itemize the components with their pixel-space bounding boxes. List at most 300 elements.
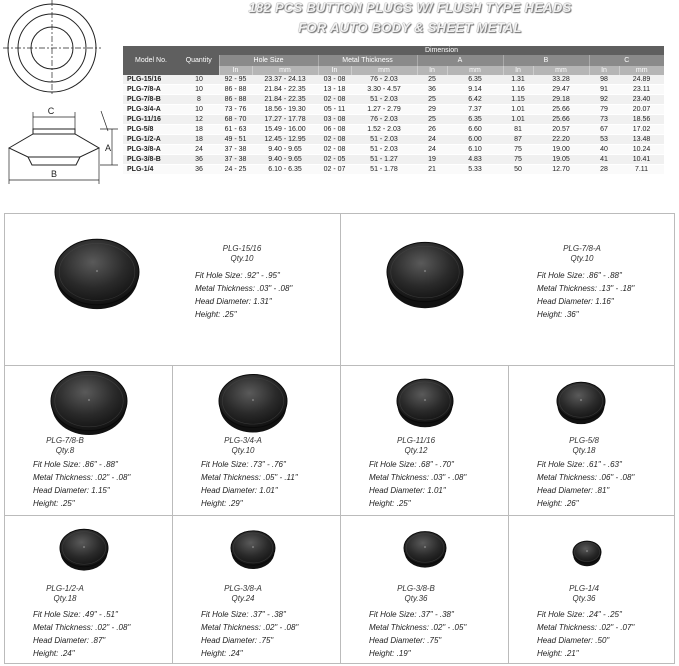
metal-thickness-line — [195, 282, 292, 295]
table-cell: 26 — [417, 125, 447, 135]
table-cell: 17.27 - 17.78 — [252, 115, 318, 125]
table-cell: 86 - 88 — [219, 85, 252, 95]
top-view — [3, 0, 101, 96]
table-cell: 18.56 - 19.30 — [252, 105, 318, 115]
table-cell: 21 — [417, 165, 447, 175]
table-cell: 05 - 11 — [318, 105, 351, 115]
head-diameter-label: Head Diameter: — [537, 297, 594, 306]
model-number: PLG-11/16 — [396, 436, 436, 445]
fit-hole-size-line — [537, 269, 634, 282]
model-cell: PLG-3/8-B — [123, 155, 179, 165]
head-diameter-value: .75" — [259, 636, 274, 645]
table-cell: 5.33 — [447, 165, 503, 175]
height-value: .24" — [228, 649, 243, 658]
height-value: .29" — [228, 499, 243, 508]
table-row — [123, 95, 664, 105]
table-row — [123, 115, 664, 125]
table-cell: 28 — [589, 165, 619, 175]
button-plug-image — [216, 366, 290, 447]
height-label: Height: — [537, 649, 563, 658]
unit-header: In — [219, 66, 252, 75]
table-cell: 29 — [417, 105, 447, 115]
table-cell: 51 - 1.27 — [351, 155, 417, 165]
metal-thickness-value: .06" - .08" — [599, 473, 635, 482]
table-cell: 25.66 — [533, 105, 589, 115]
spec-table — [123, 46, 664, 175]
head-diameter-line — [201, 484, 298, 497]
table-cell: 29.18 — [533, 95, 589, 105]
table-cell: 03 - 08 — [318, 75, 351, 85]
model-number: PLG-7/8-A — [563, 244, 601, 253]
product-card — [5, 366, 173, 516]
table-cell: 73 — [589, 115, 619, 125]
product-name-block — [187, 244, 297, 264]
table-cell: 02 - 05 — [318, 155, 351, 165]
metal-thickness-line — [33, 621, 130, 634]
head-diameter-label: Head Diameter: — [369, 486, 426, 495]
product-card — [509, 516, 674, 663]
table-cell: 02 - 08 — [318, 145, 351, 155]
header-quantity: Quantity — [179, 46, 219, 75]
table-cell: 79 — [589, 105, 619, 115]
metal-thickness-label: Metal Thickness: — [33, 473, 94, 482]
table-cell: 6.42 — [447, 95, 503, 105]
product-card — [173, 366, 341, 516]
head-diameter-line — [537, 484, 634, 497]
diagram-label-b: B — [50, 169, 58, 179]
height-line — [537, 497, 634, 510]
diagram-label-c: C — [47, 106, 55, 116]
table-cell: 53 — [589, 135, 619, 145]
product-name-block — [25, 584, 105, 604]
unit-header: In — [318, 66, 351, 75]
head-diameter-line — [369, 634, 466, 647]
table-cell: 1.01 — [503, 115, 533, 125]
model-number: PLG-3/4-A — [224, 436, 262, 445]
height-line — [369, 497, 466, 510]
table-cell: 61 - 63 — [219, 125, 252, 135]
table-cell: 18 — [179, 125, 219, 135]
table-cell: 20.07 — [619, 105, 664, 115]
table-cell: 22.20 — [533, 135, 589, 145]
table-cell: 37 - 38 — [219, 145, 252, 155]
table-cell: 6.35 — [447, 75, 503, 85]
metal-thickness-line — [537, 471, 634, 484]
table-cell: 75 — [503, 155, 533, 165]
fit-hole-size-value: .73" - .76" — [250, 460, 286, 469]
metal-thickness-label: Metal Thickness: — [537, 284, 598, 293]
table-cell: 1.01 — [503, 105, 533, 115]
head-diameter-line — [537, 295, 634, 308]
table-cell: 68 - 70 — [219, 115, 252, 125]
fit-hole-size-line — [537, 458, 634, 471]
model-number: PLG-7/8-B — [46, 436, 84, 445]
head-diameter-value: 1.31" — [253, 297, 272, 306]
head-diameter-value: .75" — [427, 636, 442, 645]
table-cell: 8 — [179, 95, 219, 105]
product-card — [341, 214, 674, 366]
table-cell: 33.28 — [533, 75, 589, 85]
head-diameter-line — [201, 634, 298, 647]
header-model: Model No. — [123, 46, 179, 75]
table-cell: 02 - 07 — [318, 165, 351, 175]
product-specs — [369, 608, 466, 660]
product-card — [173, 516, 341, 663]
table-row — [123, 135, 664, 145]
height-line — [195, 308, 292, 321]
model-cell: PLG-7/8-B — [123, 95, 179, 105]
table-cell: 19.00 — [533, 145, 589, 155]
product-card — [341, 366, 509, 516]
metal-thickness-value: .02" - .05" — [431, 623, 467, 632]
metal-thickness-line — [537, 621, 634, 634]
plug-dimension-diagram — [0, 0, 122, 192]
table-cell: 03 - 08 — [318, 115, 351, 125]
product-name-block — [529, 436, 639, 456]
fit-hole-size-label: Fit Hole Size: — [195, 271, 243, 280]
table-row — [123, 75, 664, 85]
product-specs — [537, 458, 634, 510]
head-diameter-line — [33, 634, 130, 647]
product-card — [509, 366, 674, 516]
button-plug-image — [384, 231, 466, 325]
metal-thickness-line — [369, 621, 466, 634]
table-cell: 9.14 — [447, 85, 503, 95]
height-line — [33, 647, 130, 660]
height-value: .25" — [60, 499, 75, 508]
model-number: PLG-15/16 — [222, 244, 262, 253]
head-diameter-label: Head Diameter: — [537, 636, 594, 645]
table-row — [123, 165, 664, 175]
header-b: B — [503, 55, 589, 66]
table-cell: 6.10 — [447, 145, 503, 155]
product-name-block — [193, 436, 293, 456]
table-cell: 17.02 — [619, 125, 664, 135]
table-cell: 18.56 — [619, 115, 664, 125]
unit-header: mm — [351, 66, 417, 75]
height-label: Height: — [33, 649, 59, 658]
quantity-label: Qty.36 — [404, 594, 428, 603]
table-cell: 19.05 — [533, 155, 589, 165]
table-cell: 02 - 08 — [318, 135, 351, 145]
table-cell: 91 — [589, 85, 619, 95]
height-label: Height: — [537, 310, 563, 319]
fit-hole-size-line — [369, 458, 466, 471]
button-plug-image — [570, 535, 604, 575]
table-cell: 50 — [503, 165, 533, 175]
head-diameter-line — [369, 484, 466, 497]
metal-thickness-line — [33, 471, 130, 484]
diagram-label-a: A — [104, 143, 112, 153]
table-cell: 51 - 2.03 — [351, 135, 417, 145]
table-cell: 6.35 — [447, 115, 503, 125]
table-cell: 36 — [179, 155, 219, 165]
table-cell: 25 — [417, 75, 447, 85]
unit-header: mm — [619, 66, 664, 75]
unit-header: In — [589, 66, 619, 75]
model-cell: PLG-1/4 — [123, 165, 179, 175]
model-number: PLG-3/8-B — [397, 584, 435, 593]
table-cell: 36 — [417, 85, 447, 95]
fit-hole-size-label: Fit Hole Size: — [537, 610, 585, 619]
product-name-block — [193, 584, 293, 604]
fit-hole-size-value: .68" - .70" — [418, 460, 454, 469]
head-diameter-line — [537, 634, 634, 647]
head-diameter-value: 1.01" — [259, 486, 278, 495]
table-cell: 24 — [179, 145, 219, 155]
head-diameter-value: .87" — [91, 636, 106, 645]
table-cell: 23.40 — [619, 95, 664, 105]
table-cell: 51 - 2.03 — [351, 145, 417, 155]
table-cell: 13 - 18 — [318, 85, 351, 95]
table-cell: 40 — [589, 145, 619, 155]
metal-thickness-label: Metal Thickness: — [537, 473, 598, 482]
side-view — [9, 111, 118, 184]
table-cell: 15.49 - 16.00 — [252, 125, 318, 135]
model-cell: PLG-15/16 — [123, 75, 179, 85]
head-diameter-value: .81" — [595, 486, 610, 495]
fit-hole-size-label: Fit Hole Size: — [33, 610, 81, 619]
table-cell: 24 — [417, 135, 447, 145]
table-cell: 20.57 — [533, 125, 589, 135]
fit-hole-size-label: Fit Hole Size: — [369, 610, 417, 619]
height-label: Height: — [369, 499, 395, 508]
quantity-label: Qty.18 — [572, 446, 596, 455]
table-cell: 24.89 — [619, 75, 664, 85]
height-value: .24" — [60, 649, 75, 658]
height-line — [537, 647, 634, 660]
table-cell: 92 - 95 — [219, 75, 252, 85]
metal-thickness-line — [537, 282, 634, 295]
height-label: Height: — [201, 649, 227, 658]
table-cell: 98 — [589, 75, 619, 85]
metal-thickness-value: .02" - .08" — [95, 473, 131, 482]
fit-hole-size-label: Fit Hole Size: — [537, 460, 585, 469]
head-diameter-label: Head Diameter: — [33, 486, 90, 495]
model-number: PLG-1/4 — [569, 584, 599, 593]
fit-hole-size-value: .86" - .88" — [82, 460, 118, 469]
fit-hole-size-value: .37" - .38" — [418, 610, 454, 619]
table-cell: 1.27 - 2.79 — [351, 105, 417, 115]
table-cell: 6.60 — [447, 125, 503, 135]
fit-hole-size-line — [537, 608, 634, 621]
table-cell: 6.10 - 6.35 — [252, 165, 318, 175]
quantity-label: Qty.8 — [55, 446, 75, 455]
fit-hole-size-line — [33, 608, 130, 621]
unit-header: In — [503, 66, 533, 75]
fit-hole-size-label: Fit Hole Size: — [369, 460, 417, 469]
quantity-label: Qty.36 — [572, 594, 596, 603]
table-cell: 73 - 76 — [219, 105, 252, 115]
quantity-label: Qty.10 — [230, 254, 254, 263]
model-number: PLG-1/2-A — [46, 584, 84, 593]
product-name-block — [25, 436, 105, 456]
table-cell: 10 — [179, 75, 219, 85]
height-label: Height: — [33, 499, 59, 508]
unit-header: mm — [252, 66, 318, 75]
head-diameter-value: .50" — [595, 636, 610, 645]
fit-hole-size-label: Fit Hole Size: — [201, 460, 249, 469]
fit-hole-size-value: .49" - .51" — [82, 610, 118, 619]
height-label: Height: — [201, 499, 227, 508]
table-cell: 76 - 2.03 — [351, 115, 417, 125]
fit-hole-size-label: Fit Hole Size: — [537, 271, 585, 280]
product-card — [341, 516, 509, 663]
header-metal-thickness: Metal Thickness — [318, 55, 417, 66]
table-cell: 37 - 38 — [219, 155, 252, 165]
metal-thickness-label: Metal Thickness: — [537, 623, 598, 632]
product-specs — [201, 458, 298, 510]
table-cell: 25 — [417, 115, 447, 125]
table-cell: 10 — [179, 85, 219, 95]
table-cell: 13.48 — [619, 135, 664, 145]
metal-thickness-value: .03" - .08" — [431, 473, 467, 482]
metal-thickness-label: Metal Thickness: — [33, 623, 94, 632]
model-cell: PLG-3/8-A — [123, 145, 179, 155]
table-cell: 24 — [417, 145, 447, 155]
metal-thickness-label: Metal Thickness: — [201, 623, 262, 632]
height-value: .25" — [222, 310, 237, 319]
table-cell: 6.00 — [447, 135, 503, 145]
table-cell: 06 - 08 — [318, 125, 351, 135]
table-cell: 92 — [589, 95, 619, 105]
table-cell: 10.24 — [619, 145, 664, 155]
head-diameter-label: Head Diameter: — [537, 486, 594, 495]
fit-hole-size-line — [201, 608, 298, 621]
table-cell: 1.52 - 2.03 — [351, 125, 417, 135]
product-grid — [4, 213, 675, 664]
height-label: Height: — [537, 499, 563, 508]
metal-thickness-line — [201, 621, 298, 634]
table-cell: 21.84 - 22.35 — [252, 95, 318, 105]
model-cell: PLG-11/16 — [123, 115, 179, 125]
table-cell: 81 — [503, 125, 533, 135]
height-value: .19" — [396, 649, 411, 658]
table-cell: 49 - 51 — [219, 135, 252, 145]
table-cell: 7.11 — [619, 165, 664, 175]
table-row — [123, 145, 664, 155]
metal-thickness-value: .02" - .08" — [95, 623, 131, 632]
height-value: .26" — [564, 499, 579, 508]
table-cell: 51 - 1.78 — [351, 165, 417, 175]
quantity-label: Qty.10 — [231, 446, 255, 455]
metal-thickness-line — [369, 471, 466, 484]
metal-thickness-value: .05" - .11" — [263, 473, 298, 482]
table-cell: 4.83 — [447, 155, 503, 165]
table-row — [123, 105, 664, 115]
table-cell: 23.11 — [619, 85, 664, 95]
button-plug-image — [554, 374, 608, 436]
table-cell: 7.37 — [447, 105, 503, 115]
head-diameter-label: Head Diameter: — [195, 297, 252, 306]
table-cell: 51 - 2.03 — [351, 95, 417, 105]
table-row — [123, 85, 664, 95]
metal-thickness-label: Metal Thickness: — [195, 284, 256, 293]
table-cell: 9.40 - 9.65 — [252, 145, 318, 155]
quantity-label: Qty.12 — [404, 446, 428, 455]
table-cell: 75 — [503, 145, 533, 155]
table-cell: 18 — [179, 135, 219, 145]
header-hole-size: Hole Size — [219, 55, 318, 66]
header-dimension: Dimension — [219, 46, 664, 55]
table-cell: 67 — [589, 125, 619, 135]
model-number: PLG-5/8 — [569, 436, 599, 445]
table-cell: 23.37 - 24.13 — [252, 75, 318, 85]
metal-thickness-value: .13" - .18" — [599, 284, 635, 293]
product-specs — [201, 608, 298, 660]
button-plug-image — [57, 521, 111, 582]
product-name-block — [529, 584, 639, 604]
product-specs — [33, 458, 130, 510]
height-value: .21" — [564, 649, 579, 658]
model-cell: PLG-3/4-A — [123, 105, 179, 115]
height-label: Height: — [195, 310, 221, 319]
product-name-block — [361, 584, 471, 604]
product-card — [5, 516, 173, 663]
fit-hole-size-label: Fit Hole Size: — [201, 610, 249, 619]
product-name-block — [361, 436, 471, 456]
metal-thickness-label: Metal Thickness: — [369, 623, 430, 632]
model-cell: PLG-5/8 — [123, 125, 179, 135]
fit-hole-size-line — [195, 269, 292, 282]
fit-hole-size-value: .61" - .63" — [586, 460, 622, 469]
unit-header: In — [417, 66, 447, 75]
fit-hole-size-value: .37" - .38" — [250, 610, 286, 619]
product-specs — [537, 608, 634, 660]
table-cell: 36 — [179, 165, 219, 175]
page-subtitle: FOR AUTO BODY & SHEET METAL — [298, 20, 522, 35]
quantity-label: Qty.10 — [570, 254, 594, 263]
fit-hole-size-value: .24" - .25" — [586, 610, 622, 619]
table-row — [123, 155, 664, 165]
table-row — [123, 125, 664, 135]
table-cell: 25.66 — [533, 115, 589, 125]
product-name-block — [527, 244, 637, 264]
model-number: PLG-3/8-A — [224, 584, 262, 593]
height-line — [369, 647, 466, 660]
height-line — [33, 497, 130, 510]
height-value: .25" — [396, 499, 411, 508]
table-cell: 12.45 - 12.95 — [252, 135, 318, 145]
unit-header: mm — [533, 66, 589, 75]
height-label: Height: — [369, 649, 395, 658]
head-diameter-label: Head Diameter: — [201, 486, 258, 495]
height-line — [201, 497, 298, 510]
table-cell: 24 - 25 — [219, 165, 252, 175]
head-diameter-line — [33, 484, 130, 497]
product-specs — [369, 458, 466, 510]
metal-thickness-label: Metal Thickness: — [201, 473, 262, 482]
head-diameter-value: 1.01" — [427, 486, 446, 495]
table-cell: 3.30 - 4.57 — [351, 85, 417, 95]
button-plug-image — [228, 523, 278, 580]
button-plug-image — [394, 370, 456, 440]
button-plug-image — [401, 524, 449, 578]
table-cell: 10.41 — [619, 155, 664, 165]
metal-thickness-value: .02" - .08" — [263, 623, 299, 632]
table-cell: 1.16 — [503, 85, 533, 95]
table-cell: 10 — [179, 105, 219, 115]
product-specs — [33, 608, 130, 660]
product-specs — [195, 269, 292, 321]
height-value: .36" — [564, 310, 579, 319]
table-cell: 25 — [417, 95, 447, 105]
table-cell: 1.31 — [503, 75, 533, 85]
unit-header: mm — [447, 66, 503, 75]
model-cell: PLG-1/2-A — [123, 135, 179, 145]
product-specs — [537, 269, 634, 321]
head-diameter-line — [195, 295, 292, 308]
